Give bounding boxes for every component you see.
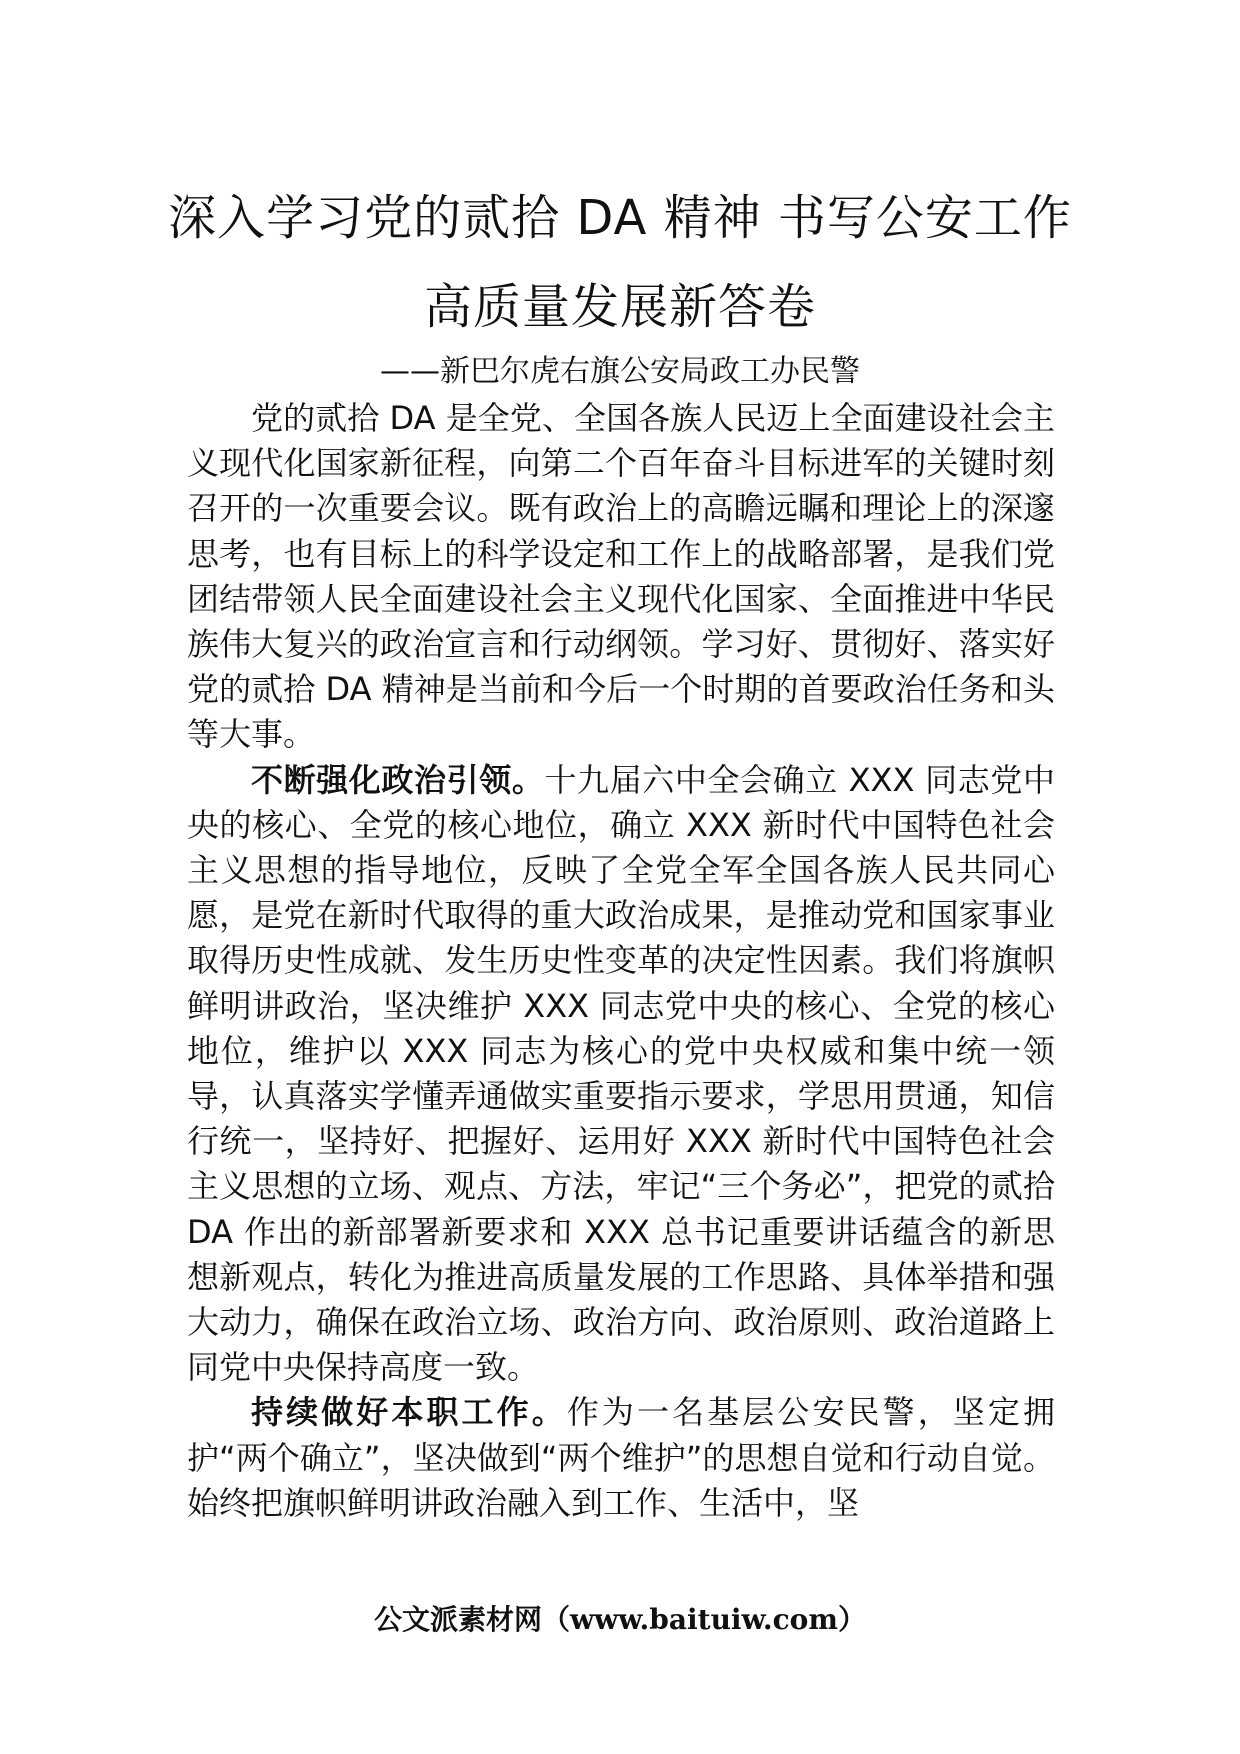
paragraph-duty-work: [187, 1390, 1055, 1526]
paragraph-lead: 不断强化政治引领。: [251, 760, 545, 799]
paragraph-text: 十九届六中全会确立 XXX 同志党中央的核心、全党的核心地位，确立 XXX 新时代中国特色社会主义思想的指导地位，反映了全党全军全国各族人民共同心愿，是党在新时代取得的重大政治成果，是推动党和国家事业取得历史性成就、发生历史性变革的决定性因素。我们将旗帜鲜明讲政治，坚决维护 XXX 同志党中央的核心、全党的核心地位，维护以 XXX 同志为核心的党中央权威和集中统一领导，认真落实学懂弄通做实重要指示要求，学思用贯通，知信行统一，坚持好、把握好、运用好 XXX 新时代中国特色社会主义思想的立场、观点、方法，牢记“三个务必”，把党的贰拾 DA 作出的新部署新要求和 XXX 总书记重要讲话蕴含的新思想新观点，转化为推进高质量发展的工作思路、具体举措和强大动力，确保在政治立场、政治方向、政治原则、政治道路上同党中央保持高度一致。: [187, 760, 1055, 1387]
paragraph-lead: 持续做好本职工作。: [251, 1393, 567, 1432]
paragraph-text: 党的贰拾 DA 是全党、全国各族人民迈上全面建设社会主义现代化国家新征程，向第二个百年奋斗目标进军的关键时刻召开的一次重要会议。既有政治上的高瞻远瞩和理论上的深邃思考，也有目标上的科学设定和工作上的战略部署，是我们党团结带领人民全面建设社会主义现代化国家、全面推进中华民族伟大复兴的政治宣言和行动纲领。学习好、贯彻好、落实好党的贰拾 DA 精神是当前和今后一个时期的首要政治任务和头等大事。: [187, 399, 1055, 754]
document-byline: ——新巴尔虎右旗公安局政工办民警: [380, 354, 860, 389]
document-title-line-2: 高质量发展新答卷: [423, 279, 816, 335]
footer-watermark: 公文派素材网（www.baituiw.com）: [374, 1603, 866, 1636]
paragraph-text: 作为一名基层公安民警，坚定拥护“两个确立”，坚决做到“两个维护”的思想自觉和行动自觉。始终把旗帜鲜明讲政治融入到工作、生活中，坚: [187, 1393, 1055, 1522]
paragraph-political-guidance: [187, 758, 1055, 1391]
document-body: [187, 396, 1055, 1526]
document-title-line-1: 深入学习党的贰拾 DA 精神 书写公安工作: [168, 190, 1072, 246]
paragraph-intro: [187, 396, 1055, 758]
